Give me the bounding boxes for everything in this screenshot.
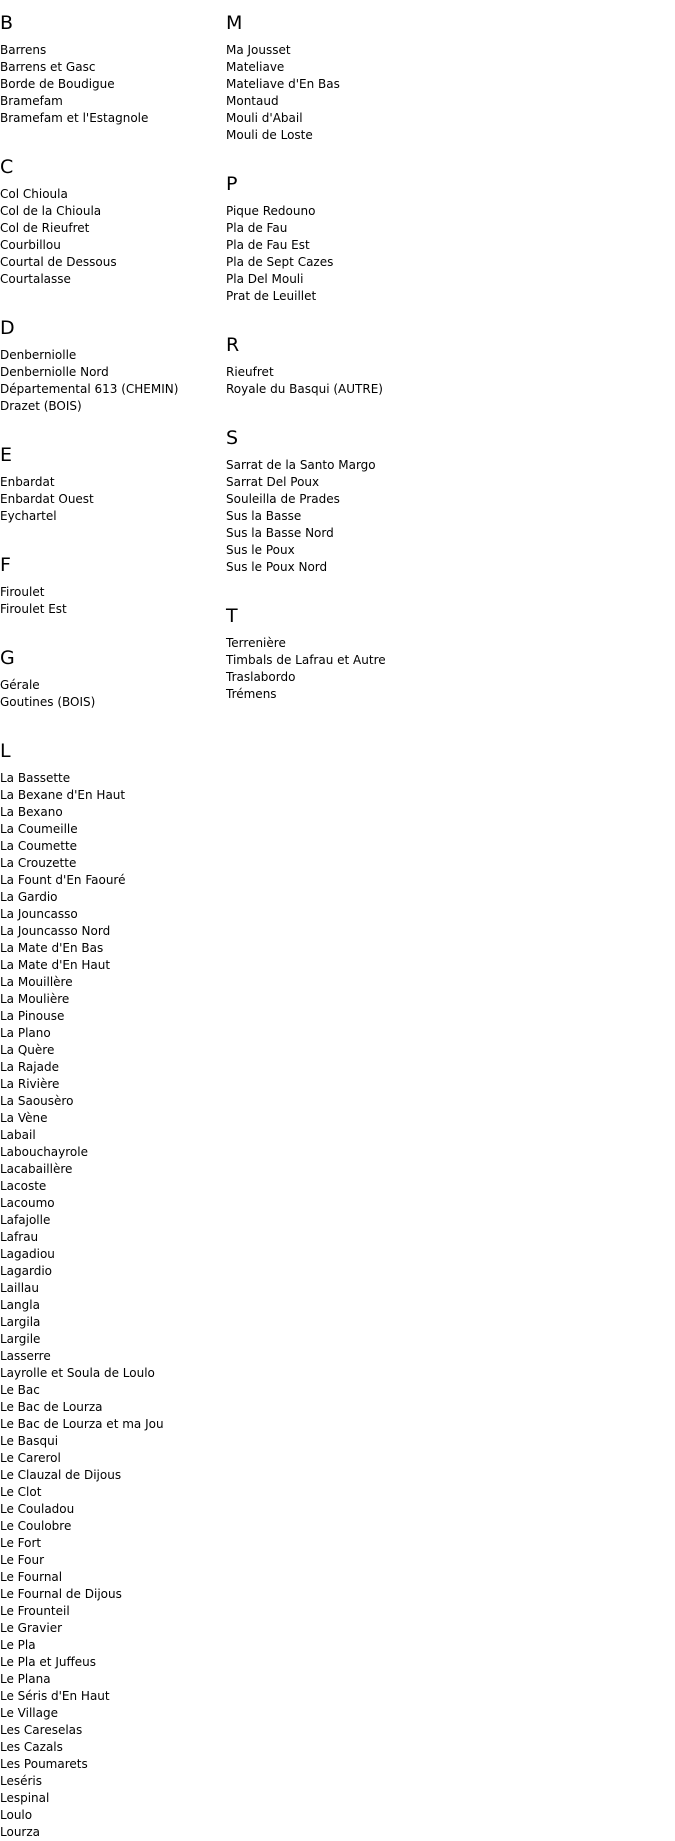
place-name: Trémens: [226, 687, 277, 701]
place-name: Sus la Basse Nord: [226, 526, 334, 540]
place-name: Courbillou: [0, 238, 61, 252]
place-name: Eychartel: [0, 509, 57, 523]
letter-group: [226, 605, 675, 703]
place-name: La Mouillère: [0, 975, 73, 989]
place-name: Leséris: [0, 1774, 43, 1788]
place-name: Mateliave d'En Bas: [226, 77, 340, 91]
place-name: Labail: [0, 1128, 36, 1142]
place-name: Lacoumo: [0, 1196, 55, 1210]
place-name: Lacoste: [0, 1179, 47, 1193]
place-name: Le Village: [0, 1706, 58, 1720]
place-name: Prat de Leuillet: [226, 289, 317, 303]
place-name: Col Chioula: [0, 187, 68, 201]
letter-group: [226, 334, 675, 398]
place-name: La Vène: [0, 1111, 48, 1125]
letter-group: [0, 647, 226, 711]
place-name: La Coumeille: [0, 822, 78, 836]
letter-group: [0, 317, 226, 415]
place-name: Les Poumarets: [0, 1757, 88, 1771]
place-name: Lafajolle: [0, 1213, 51, 1227]
place-name: Le Pla et Juffeus: [0, 1655, 96, 1669]
place-name: Mouli de Loste: [226, 128, 313, 142]
letter-group: [0, 156, 226, 288]
place-name: Sus le Poux: [226, 543, 295, 557]
place-name: Pla de Fau Est: [226, 238, 310, 252]
place-name: Rieufret: [226, 365, 274, 379]
section-letter-heading: P: [226, 173, 238, 195]
place-name: Royale du Basqui (AUTRE): [226, 382, 383, 396]
place-name: Sarrat Del Poux: [226, 475, 320, 489]
place-name: Lagardio: [0, 1264, 53, 1278]
place-name: La Mate d'En Bas: [0, 941, 104, 955]
left-column: [0, 0, 226, 1841]
place-name: Courtal de Dessous: [0, 255, 117, 269]
place-name: La Quère: [0, 1043, 55, 1057]
place-name: Le Clot: [0, 1485, 42, 1499]
place-name: Lespinal: [0, 1791, 50, 1805]
letter-group: [226, 12, 675, 144]
place-name: Lacabaillère: [0, 1162, 73, 1176]
place-name: Montaud: [226, 94, 279, 108]
place-name: La Gardio: [0, 890, 58, 904]
place-name: Langla: [0, 1298, 40, 1312]
place-name: Enbardat: [0, 475, 55, 489]
place-list: [0, 770, 226, 1841]
place-name: Pique Redouno: [226, 204, 316, 218]
place-name: La Moulière: [0, 992, 70, 1006]
place-name: Le Fournal: [0, 1570, 63, 1584]
letter-group: [226, 427, 675, 576]
place-list: [0, 42, 226, 127]
place-name: Col de Rieufret: [0, 221, 90, 235]
place-list: [0, 347, 226, 415]
place-name: Le Carerol: [0, 1451, 61, 1465]
place-name: Largile: [0, 1332, 41, 1346]
section-letter-heading: B: [0, 12, 14, 34]
place-name: Sus le Poux Nord: [226, 560, 328, 574]
place-name: Goutines (BOIS): [0, 695, 96, 709]
section-letter-heading: L: [0, 740, 11, 762]
place-name: Lagadiou: [0, 1247, 55, 1261]
place-name: Barrens: [0, 43, 47, 57]
place-list: [226, 635, 675, 703]
letter-group: [226, 173, 675, 305]
place-name: Départemental 613 (CHEMIN): [0, 382, 179, 396]
place-name: Pla Del Mouli: [226, 272, 304, 286]
place-list: [226, 457, 675, 576]
place-name: Le Couladou: [0, 1502, 75, 1516]
place-name: Le Bac: [0, 1383, 40, 1397]
place-name: Le Frounteil: [0, 1604, 70, 1618]
place-name: Gérale: [0, 678, 40, 692]
place-list: [0, 186, 226, 288]
section-letter-heading: T: [226, 605, 238, 627]
place-name: Lourza: [0, 1825, 41, 1839]
place-name: Le Coulobre: [0, 1519, 72, 1533]
place-name: Le Four: [0, 1553, 45, 1567]
place-name: Timbals de Lafrau et Autre: [226, 653, 386, 667]
place-list: [226, 42, 675, 144]
letter-group: [0, 740, 226, 1841]
place-name: Enbardat Ouest: [0, 492, 94, 506]
place-name: Lasserre: [0, 1349, 51, 1363]
place-name: La Bassette: [0, 771, 71, 785]
place-name: Le Plana: [0, 1672, 51, 1686]
place-name: Mouli d'Abail: [226, 111, 303, 125]
place-name: Le Bac de Lourza: [0, 1400, 103, 1414]
section-letter-heading: E: [0, 444, 13, 466]
letter-group: [0, 554, 226, 618]
place-name: La Mate d'En Haut: [0, 958, 111, 972]
section-letter-heading: C: [0, 156, 14, 178]
section-letter-heading: D: [0, 317, 15, 339]
place-name: Terrenière: [226, 636, 286, 650]
place-name: Denberniolle: [0, 348, 77, 362]
place-name: Bramefam et l'Estagnole: [0, 111, 149, 125]
place-name: Le Séris d'En Haut: [0, 1689, 110, 1703]
place-list: [0, 584, 226, 618]
place-name: Le Basqui: [0, 1434, 59, 1448]
place-name: Drazet (BOIS): [0, 399, 82, 413]
place-name: La Rivière: [0, 1077, 60, 1091]
place-name: Ma Jousset: [226, 43, 291, 57]
letter-group: [0, 12, 226, 127]
place-name: Layrolle et Soula de Loulo: [0, 1366, 155, 1380]
place-name: Le Clauzal de Dijous: [0, 1468, 122, 1482]
place-name: La Saousèro: [0, 1094, 74, 1108]
place-name: Les Careselas: [0, 1723, 83, 1737]
place-name: Lafrau: [0, 1230, 39, 1244]
place-name: Courtalasse: [0, 272, 71, 286]
section-letter-heading: R: [226, 334, 240, 356]
place-name: Le Fournal de Dijous: [0, 1587, 122, 1601]
place-name: Sus la Basse: [226, 509, 302, 523]
place-name: Le Pla: [0, 1638, 36, 1652]
place-name: Les Cazals: [0, 1740, 63, 1754]
right-column: [226, 0, 675, 703]
place-name: Labouchayrole: [0, 1145, 88, 1159]
place-list: [226, 364, 675, 398]
place-name: La Fount d'En Faouré: [0, 873, 126, 887]
place-list: [226, 203, 675, 305]
place-name: Le Bac de Lourza et ma Jou: [0, 1417, 164, 1431]
place-name: La Coumette: [0, 839, 78, 853]
place-name: La Bexano: [0, 805, 63, 819]
place-name: Firoulet Est: [0, 602, 67, 616]
place-name: Souleilla de Prades: [226, 492, 340, 506]
place-name: Mateliave: [226, 60, 285, 74]
place-name: La Crouzette: [0, 856, 77, 870]
place-name: Sarrat de la Santo Margo: [226, 458, 376, 472]
place-list: [0, 474, 226, 525]
place-name: Denberniolle Nord: [0, 365, 109, 379]
place-name: Laillau: [0, 1281, 39, 1295]
place-name: Traslabordo: [226, 670, 296, 684]
place-name: Bramefam: [0, 94, 63, 108]
place-name: Largila: [0, 1315, 41, 1329]
letter-group: [0, 444, 226, 525]
section-letter-heading: M: [226, 12, 243, 34]
section-letter-heading: F: [0, 554, 11, 576]
place-name: Barrens et Gasc: [0, 60, 96, 74]
place-name: Le Gravier: [0, 1621, 63, 1635]
place-name: La Plano: [0, 1026, 51, 1040]
place-name: Firoulet: [0, 585, 45, 599]
place-name: Le Fort: [0, 1536, 42, 1550]
place-name: Loulo: [0, 1808, 33, 1822]
section-letter-heading: S: [226, 427, 239, 449]
place-name: La Bexane d'En Haut: [0, 788, 126, 802]
place-name: Col de la Chioula: [0, 204, 102, 218]
place-name: Pla de Sept Cazes: [226, 255, 334, 269]
place-name: La Rajade: [0, 1060, 59, 1074]
place-name: La Jouncasso: [0, 907, 78, 921]
place-name: La Pinouse: [0, 1009, 65, 1023]
place-name: La Jouncasso Nord: [0, 924, 111, 938]
place-name: Pla de Fau: [226, 221, 288, 235]
section-letter-heading: G: [0, 647, 15, 669]
place-list: [0, 677, 226, 711]
place-name: Borde de Boudigue: [0, 77, 115, 91]
